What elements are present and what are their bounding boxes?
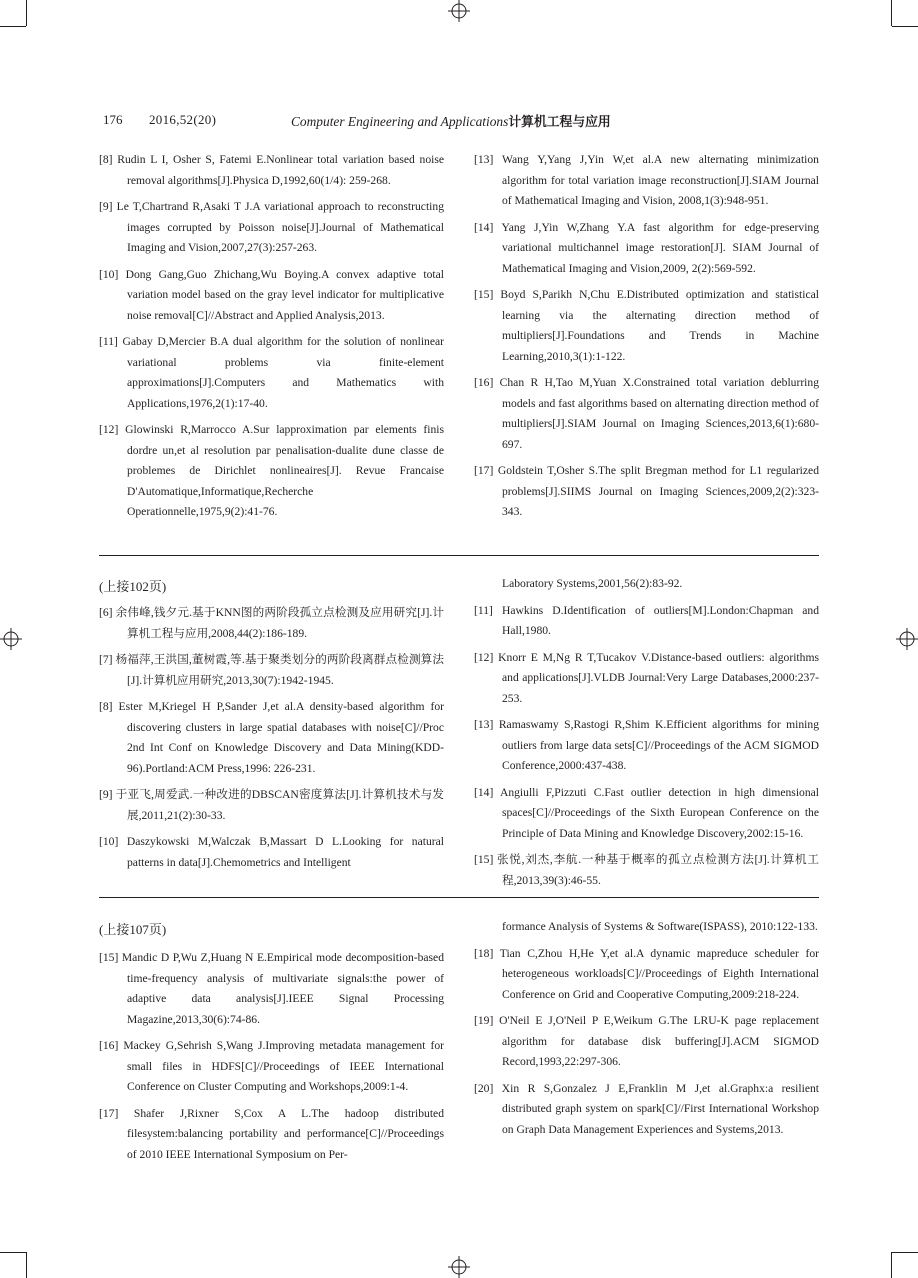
reference-text: Dong Gang,Guo Zhichang,Wu Boying.A convex adaptive total variation model based on the gray level indicator for multiplicative noise removal[C]//Abstract and Applied Analysis,2013.	[125, 267, 444, 322]
reference-entry	[474, 461, 819, 523]
crop-mark	[0, 26, 26, 27]
journal-title-en: Computer Engineering and Applications	[291, 114, 509, 129]
reference-number: [15]	[474, 853, 494, 866]
reference-entry	[474, 373, 819, 455]
section3-right-column	[474, 917, 819, 1146]
reference-entry	[99, 785, 444, 826]
reference-text: Yang J,Yin W,Zhang Y.A fast algorithm for edge-preserving variational multichannel image restoration[J]. SIAM Journal of Mathematical Imaging and Vision,2009, 2(2):569-592.	[501, 220, 820, 275]
crop-mark	[891, 1252, 892, 1278]
divider-rule	[99, 555, 819, 556]
reference-continuation: formance Analysis of Systems & Software(ISPASS), 2010:122-133.	[502, 920, 818, 933]
reference-number: [11]	[99, 335, 118, 348]
reference-text: Wang Y,Yang J,Yin W,et al.A new alternating minimization algorithm for total variation image reconstruction[J].SIAM Journal of Mathematical Imaging and Vision, 2008,1(3):948-951.	[502, 153, 819, 207]
reference-number: [16]	[99, 1039, 119, 1052]
reference-entry	[99, 265, 444, 327]
reference-number: [12]	[99, 423, 119, 436]
reference-entry	[474, 285, 819, 367]
reference-number: [14]	[474, 785, 494, 799]
reference-entry	[474, 150, 819, 212]
reference-text: Daszykowski M,Walczak B,Massart D L.Looking for natural patterns in data[J].Chemometrics and Intelligent	[126, 835, 444, 869]
reference-text: Xin R S,Gonzalez J E,Franklin M J,et al.Graphx:a resilient distributed graph system on spark[C]//First International Workshop on Graph Data Management Experiences and Systems,2013.	[501, 1081, 820, 1136]
reference-entry	[99, 948, 444, 1030]
reference-text: Goldstein T,Osher S.The split Bregman method for L1 regularized problems[J].SIIMS Journal on Imaging Sciences,2009,2(2):323-343.	[497, 464, 819, 518]
section-title: (上接102页)	[99, 579, 167, 594]
running-header	[100, 110, 820, 130]
reference-number: [17]	[474, 464, 494, 477]
reference-number: [15]	[474, 288, 494, 301]
reference-number: [10]	[99, 267, 119, 281]
reference-entry	[99, 332, 444, 414]
reference-entry	[99, 603, 444, 644]
crop-mark	[892, 26, 918, 27]
section2-left-column	[99, 603, 444, 879]
crop-mark	[891, 0, 892, 26]
reference-number: [6]	[99, 606, 113, 619]
registration-mark-icon	[448, 1256, 470, 1278]
journal-title	[291, 111, 611, 130]
reference-text: Ester M,Kriegel H P,Sander J,et al.A density-based algorithm for discovering clusters in large spatial databases with noise[C]//Proc 2nd Int Conf on Knowledge Discovery and Data Mining(KDD-96).Portland:ACM Press,1996: 226-231.	[118, 700, 444, 775]
reference-text: Gabay D,Mercier B.A dual algorithm for the solution of nonlinear variational problems via finite-element approximations[J].Computers and Mathematics with Applications,1976,2(1):17-40.	[122, 335, 444, 410]
registration-mark-icon	[0, 628, 22, 650]
reference-text: 张悦,刘杰,李航.一种基于概率的孤立点检测方法[J].计算机工程,2013,39(3):46-55.	[496, 853, 819, 887]
section1-left-column	[99, 150, 444, 529]
reference-number: [9]	[99, 200, 113, 213]
reference-continuation: Laboratory Systems,2001,56(2):83-92.	[502, 577, 683, 590]
reference-number: [9]	[99, 788, 113, 801]
reference-entry	[99, 697, 444, 779]
reference-text: Le T,Chartrand R,Asaki T J.A variational approach to reconstructing images corrupted by Poisson noise[J].Journal of Mathematical Imaging and Vision,2007,27(3):257-263.	[116, 200, 444, 254]
reference-number: [8]	[99, 700, 113, 713]
reference-entry	[474, 850, 819, 891]
reference-number: [19]	[474, 1014, 494, 1027]
reference-text: Ramaswamy S,Rastogi R,Shim K.Efficient algorithms for mining outliers from large data sets[C]//Proceedings of the ACM SIGMOD Conference,2000:437-438.	[498, 718, 819, 772]
reference-number: [20]	[474, 1081, 494, 1095]
reference-number: [15]	[99, 951, 119, 964]
reference-number: [11]	[474, 603, 493, 617]
reference-number: [13]	[474, 718, 494, 731]
volume-issue: 2016,52(20)	[149, 112, 217, 127]
section-title: (上接107页)	[99, 922, 167, 937]
reference-entry	[99, 420, 444, 523]
divider-rule	[99, 897, 819, 898]
reference-text: 余伟峰,钱夕元.基于KNN图的两阶段孤立点检测及应用研究[J].计算机工程与应用,2008,44(2):186-189.	[115, 606, 444, 640]
reference-entry	[99, 1036, 444, 1098]
journal-title-cn: 计算机工程与应用	[508, 115, 611, 130]
reference-number: [12]	[474, 650, 494, 664]
reference-text: O'Neil E J,O'Neil P E,Weikum G.The LRU-K page replacement algorithm for database disk buffering[J].ACM SIGMOD Record,1993,22:297-306.	[499, 1014, 819, 1068]
reference-text: Mackey G,Sehrish S,Wang J.Improving metadata management for small files in HDFS[C]//Proceedings of IEEE International Conference on Cluster Computing and Workshops,2009:1-4.	[123, 1039, 444, 1093]
reference-text: Hawkins D.Identification of outliers[M].London:Chapman and Hall,1980.	[501, 603, 820, 637]
reference-text: Rudin L I, Osher S, Fatemi E.Nonlinear total variation based noise removal algorithms[J].Physica D,1992,60(1/4): 259-268.	[117, 153, 444, 187]
reference-entry	[474, 218, 819, 280]
reference-text: Chan R H,Tao M,Yuan X.Constrained total variation deblurring models and fast algorithms based on alternating direction method of multipliers[J].SIAM Journal on Imaging Sciences,2013,6(1):680-697.	[499, 376, 820, 451]
reference-number: [10]	[99, 835, 119, 848]
reference-entry	[474, 648, 819, 710]
reference-text: Tian C,Zhou H,He Y,et al.A dynamic mapreduce scheduler for heterogeneous workloads[C]//Proceedings of Eighth International Conference on Grid and Cooperative Computing,2009:218-224.	[499, 946, 819, 1001]
section1-right-column	[474, 150, 819, 529]
reference-entry	[474, 1079, 819, 1141]
reference-entry	[99, 197, 444, 259]
reference-number: [7]	[99, 653, 113, 666]
reference-number: [16]	[474, 376, 494, 389]
reference-number: [18]	[474, 946, 494, 960]
crop-mark	[892, 1252, 918, 1253]
crop-mark	[0, 1252, 26, 1253]
reference-entry	[99, 1104, 444, 1166]
registration-mark-icon	[448, 0, 470, 22]
reference-entry	[474, 1011, 819, 1073]
crop-mark	[26, 0, 27, 26]
reference-text: 杨福萍,王洪国,董树霞,等.基于聚类划分的两阶段离群点检测算法[J].计算机应用研究,2013,30(7):1942-1945.	[115, 653, 444, 687]
reference-text: 于亚飞,周爱武.一种改进的DBSCAN密度算法[J].计算机技术与发展,2011,21(2):30-33.	[115, 788, 444, 822]
reference-entry	[474, 715, 819, 777]
reference-entry	[99, 650, 444, 691]
reference-number: [13]	[474, 153, 494, 166]
registration-mark-icon	[896, 628, 918, 650]
reference-entry	[474, 944, 819, 1006]
section2-right-column	[474, 574, 819, 897]
reference-text: Boyd S,Parikh N,Chu E.Distributed optimization and statistical learning via the alternating direction method of multipliers[J].Foundations and Trends in Machine Learning,2010,3(1):1-122.	[500, 288, 819, 363]
reference-number: [17]	[99, 1106, 119, 1120]
reference-number: [8]	[99, 153, 113, 166]
reference-text: Glowinski R,Marrocco A.Sur lapproximation par elements finis dordre un,et al resolution par penalisation-dualite dune classe de problemes de Dirichlet nonlineaires[J]. Revue Francaise D'Automatique,Informatique,Recherche Operationnelle,1975,9(2):41-76.	[125, 423, 444, 518]
section3-left-column	[99, 948, 444, 1171]
reference-text: Shafer J,Rixner S,Cox A L.The hadoop distributed filesystem:balancing portability and performance[C]//Proceedings of 2010 IEEE International Symposium on Per-	[127, 1106, 445, 1161]
reference-text: Knorr E M,Ng R T,Tucakov V.Distance-based outliers: algorithms and applications[J].VLDB Journal:Very Large Databases,2000:237-253.	[498, 650, 819, 705]
reference-number: [14]	[474, 220, 494, 234]
reference-entry	[474, 783, 819, 845]
reference-entry	[99, 150, 444, 191]
page-number: 176	[103, 112, 123, 127]
reference-entry	[99, 832, 444, 873]
crop-mark	[26, 1252, 27, 1278]
reference-text: Angiulli F,Pizzuti C.Fast outlier detection in high dimensional spaces[C]//Proceedings of the Sixth European Conference on the Principle of Data Mining and Knowledge Discovery,2002:15-16.	[499, 785, 819, 840]
reference-text: Mandic D P,Wu Z,Huang N E.Empirical mode decomposition-based time-frequency analysis of multivariate signals:the power of adaptive data analysis[J].IEEE Signal Processing Magazine,2013,30(6):74-86.	[121, 951, 444, 1026]
reference-entry	[474, 601, 819, 642]
